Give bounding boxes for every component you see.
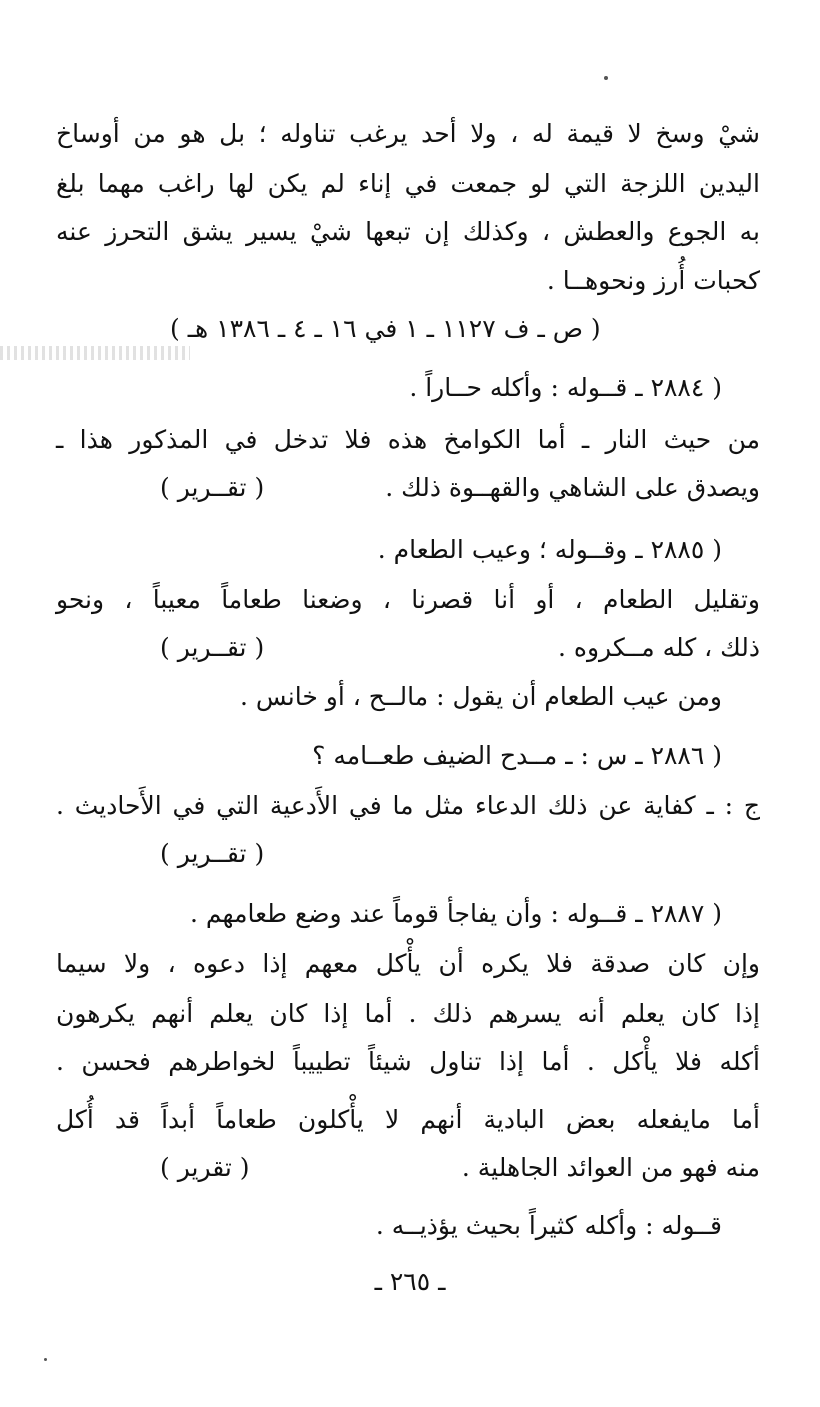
answer-line: ج : ـ كفاية عن ذلك الدعاء مثل ما في الأَدعية التي في الأَحاديث . [56, 791, 760, 820]
scan-speck [604, 76, 608, 80]
source-note: ( تقــرير ) [160, 839, 265, 868]
paragraph-line: ومن عيب الطعام أن يقول : مالــح ، أو خانس . [240, 682, 722, 711]
entry-heading: ( ٢٨٨٤ ـ قــوله : وأكله حــاراً . [409, 373, 722, 402]
source-note: ( تقــرير ) [160, 633, 265, 662]
source-note: ( تقــرير ) [160, 473, 265, 502]
scan-smudge [0, 346, 190, 360]
entry-heading: ( ٢٨٨٦ ـ س : ـ مــدح الضيف طعــامه ؟ [312, 741, 722, 770]
source-note: ( تقرير ) [160, 1153, 250, 1182]
paragraph-line: وإن كان صدقة فلا يكره أن يأْكل معهم إذا دعوه ، ولا سيما [56, 949, 760, 978]
page-number: ـ ٢٦٥ ـ [374, 1267, 446, 1296]
paragraph-line: إذا كان يعلم أنه يسرهم ذلك . أما إذا كان يعلم أنهم يكرهون [56, 999, 760, 1028]
paragraph-line: من حيث النار ـ أما الكوامخ هذه فلا تدخل في المذكور هذا ـ [56, 425, 760, 454]
paragraph-line: وتقليل الطعام ، أو أنا قصرنا ، وضعنا طعاماً معيباً ، ونحو [56, 585, 760, 614]
paragraph-line: شيْ وسخ لا قيمة له ، ولا أحد يرغب تناوله ؛ بل هو من أوساخ [56, 119, 760, 148]
paragraph-line: أكله فلا يأْكل . أما إذا تناول شيئاً تطييباً لخواطرهم فحسن . [56, 1047, 760, 1076]
paragraph-line: به الجوع والعطش ، وكذلك إن تبعها شيْ يسير يشق التحرز عنه [56, 217, 760, 246]
paragraph-line: أما مايفعله بعض البادية أنهم لا يأْكلون طعاماً أبداً قد أُكل [56, 1105, 760, 1134]
paragraph-line: كحبات أُرز ونحوهــا . [546, 266, 760, 295]
entry-heading: ( ٢٨٨٧ ـ قــوله : وأن يفاجأ قوماً عند وضع طعامهم . [190, 899, 722, 928]
paragraph-line: منه فهو من العوائد الجاهلية . [461, 1153, 760, 1182]
entry-heading: ( ٢٨٨٥ ـ وقــوله ؛ وعيب الطعام . [377, 535, 722, 564]
paragraph-line: اليدين اللزجة التي لو جمعت في إناء لم يكن لها راغب مهما بلغ [56, 169, 760, 198]
paragraph-line: ويصدق على الشاهي والقهــوة ذلك . [385, 473, 760, 502]
scan-speck [44, 1358, 47, 1361]
paragraph-line: ذلك ، كله مــكروه . [557, 633, 760, 662]
paragraph-line: قــوله : وأكله كثيراً بحيث يؤذيــه . [375, 1211, 722, 1240]
citation: ( ص ـ ف ١١٢٧ ـ ١ في ١٦ ـ ٤ ـ ١٣٨٦ هـ ) [170, 314, 601, 343]
